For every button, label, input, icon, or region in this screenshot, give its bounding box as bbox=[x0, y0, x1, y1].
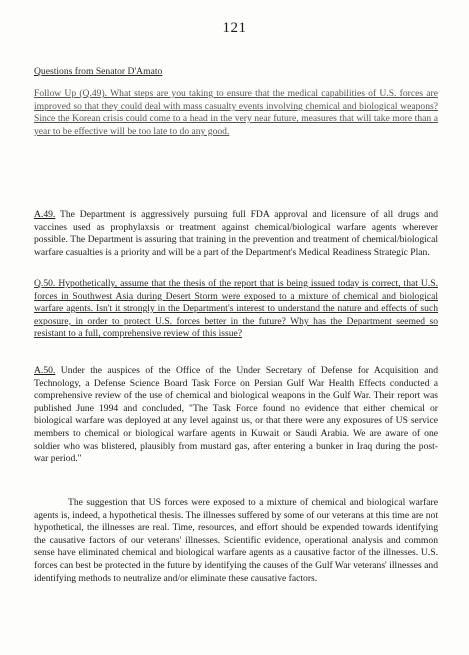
section-heading: Questions from Senator D'Amato bbox=[34, 66, 163, 77]
page-number: 121 bbox=[222, 20, 247, 36]
answer-50-text: Under the auspices of the Office of the Under Secretary of Defense for Acquisition and Technology, a Defense Science Board Task Force on Persian Gulf War Health Effects conducted a comprehensive review of the use of chemical and biological weapons in the Gulf War. Their report was published June 1994 and concluded, "The Task Force found no evidence that either chemical or biological warfare was deployed at any level against us, or that there were any exposures of US service members to chemical or biological warfare agents in Kuwait or Saudi Arabia. We are aware of one soldier who was blistered, plausibly from mustard gas, after entering a bunker in Iraq during the post-war period." bbox=[34, 365, 439, 465]
question-50-label: Q.50. bbox=[34, 278, 56, 289]
answer-50 bbox=[34, 365, 438, 466]
question-49 bbox=[34, 88, 438, 138]
answer-49-label: A.49. bbox=[34, 209, 56, 220]
question-50-text: Hypothetically, assume that the thesis of the report that is being issued today is correct, that U.S. forces in Southwest Asia during Desert Storm were exposed to a mixture of chemical and biological warfare agents. Isn't it strongly in the Department's interest to understand the nature and effects of such exposure, in order to protect U.S. forces better in the future? Why has the Department seemed so resistant to a full, comprehensive review of this issue? bbox=[34, 278, 438, 340]
answer-49 bbox=[34, 209, 438, 259]
closing-paragraph: The suggestion that US forces were exposed to a mixture of chemical and biological warfare agents is, indeed, a hypothetical thesis. The illnesses suffered by some of our veterans at this time are not hypothetical, the illnesses are real. Time, resources, and effort should be expended towards identifying the causative factors of our veterans' illnesses. Scientific evidence, operational analysis and common sense have eliminated chemical and biological warfare agents as a causative factor of the illnesses. U.S. forces can best be protected in the future by identifying the causes of the Gulf War veterans' illnesses and identifying methods to neutralize and/or eliminate these causative factors. bbox=[34, 497, 438, 584]
question-50 bbox=[34, 278, 438, 341]
question-49-label: Follow Up (Q.49). bbox=[34, 88, 108, 99]
question-49-text: What steps are you taking to ensure that the medical capabilities of U.S. forces are improved so that they could deal with mass casualty events involving chemical and biological weapons? Since the Korean crisis could come to a head in the very near future, measures that will take more than a year to be effective will be too late to do any good. bbox=[34, 88, 439, 137]
answer-49-text: The Department is aggressively pursuing full FDA approval and licensure of all drugs and vaccines used as prophylaxsis or treatment against chemical/biological warfare agents wherever possible. The Department is assuring that training in the prevention and treatment of chemical/biological warfare casualties is a priority and will be a part of the Department's Medical Readiness Strategic Plan. bbox=[34, 209, 438, 258]
answer-50-label: A.50. bbox=[34, 365, 56, 376]
